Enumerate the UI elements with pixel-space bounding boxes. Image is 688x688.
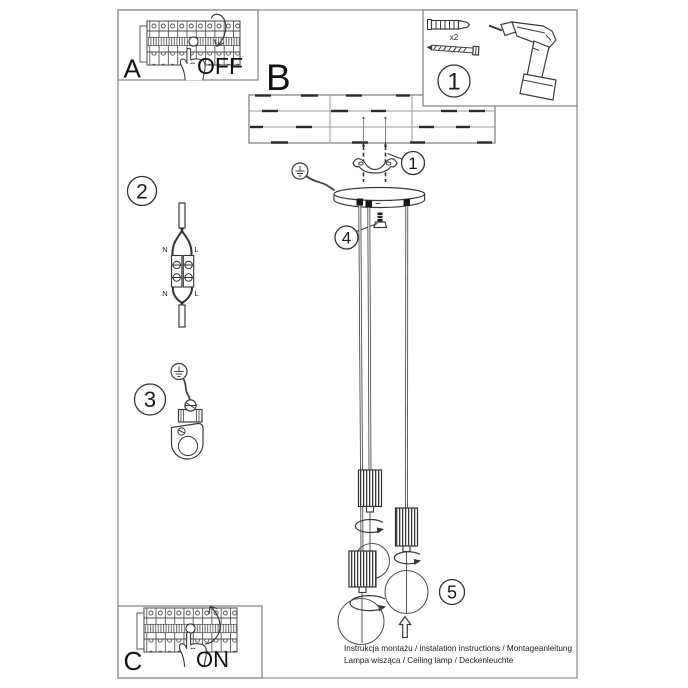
tools-step-number: 1: [447, 68, 461, 96]
wire-out-l: [183, 287, 193, 303]
wire-in-n: [172, 231, 182, 255]
wiring-step: [128, 177, 199, 328]
pendant-lamp-2: [385, 508, 428, 614]
step-number-bracket: 1: [408, 154, 418, 173]
step-number-wiring: 2: [136, 180, 148, 204]
step-number-ground: 3: [143, 387, 157, 412]
panel-c: [118, 606, 262, 678]
terminal-block-left: [172, 256, 182, 288]
bracket-mounting-step: [353, 142, 425, 183]
socket-connector: [367, 507, 374, 513]
power-on-label: ON: [196, 647, 229, 672]
step-number-grip: 4: [341, 228, 352, 248]
lamp-socket: [359, 470, 382, 507]
lamp-socket: [396, 508, 418, 546]
cable-gland-left: [357, 199, 364, 206]
panel-c-letter: C: [123, 646, 143, 676]
ground-symbol-icon: [171, 364, 187, 380]
terminal-block-right: [183, 256, 193, 288]
wall-anchor-icon: [428, 20, 470, 30]
lamp-socket: [349, 551, 376, 587]
cable-gland-mid: [366, 201, 373, 208]
power-off-label: OFF: [197, 53, 243, 79]
socket-connector: [403, 546, 410, 552]
glass-sphere: [338, 599, 384, 645]
footer-text: [344, 644, 572, 665]
push-up-arrow-icon: [399, 617, 410, 638]
mounting-plate-icon: [172, 423, 204, 459]
wire-in-l: [182, 231, 192, 255]
cable-grip-skirt: [374, 222, 387, 228]
footer-line-1: Instrukcja montażu / instalation instructions / Montageanleitung: [344, 644, 573, 653]
bulb-step: [399, 580, 464, 638]
ground-wire: [306, 176, 335, 191]
supply-cable-top: [179, 203, 185, 228]
cable-gland-right: [404, 199, 411, 206]
cable-grip-screw: [378, 213, 383, 223]
section-b-letter: B: [266, 57, 291, 98]
panel-a-letter: A: [123, 53, 141, 84]
footer-line-2: Lampa wisząca / Ceiling lamp / Deckenleuchte: [344, 656, 514, 665]
step-number-bulb: 5: [446, 582, 458, 603]
mounting-bracket-icon: [353, 159, 397, 173]
pendant-lamp-3: [338, 551, 386, 645]
anchor-quantity-label: x2: [449, 33, 459, 42]
lamp-cable-bottom: [179, 305, 185, 327]
label-out-l: L: [194, 289, 199, 298]
tools-panel: [423, 10, 577, 106]
wire-out-n: [173, 287, 182, 303]
panel-a: [118, 10, 258, 84]
label-out-n: N: [162, 289, 168, 298]
grounding-step: [135, 364, 204, 460]
label-in-n: N: [162, 245, 168, 254]
label-in-l: L: [194, 245, 199, 254]
socket-connector: [359, 587, 366, 593]
canopy-disc: [334, 188, 425, 201]
